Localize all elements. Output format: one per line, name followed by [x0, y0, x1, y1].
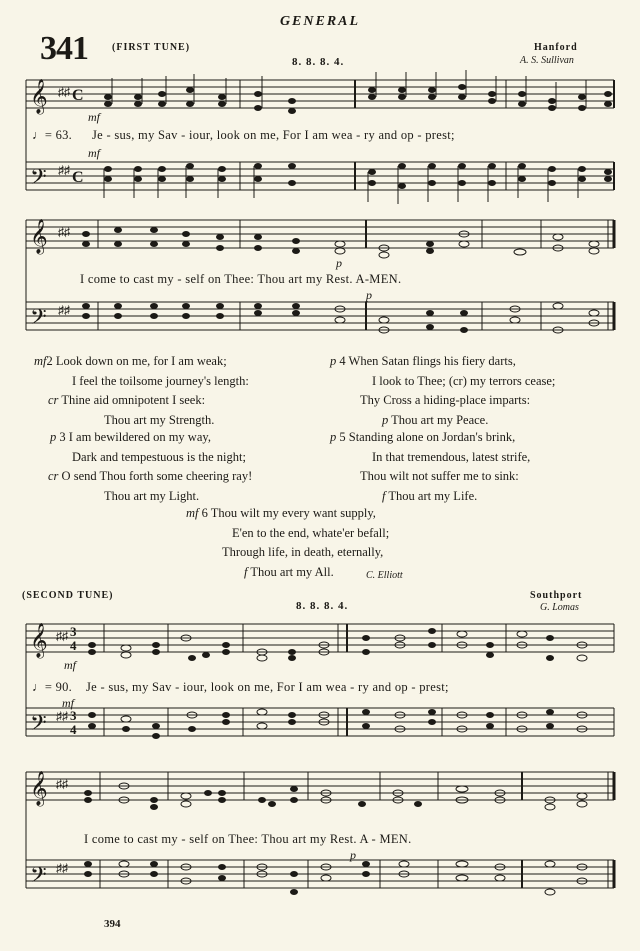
- lyric-line-1: Je - sus, my Sav - iour, look on me, For I am wea - ry and op - prest;: [92, 128, 455, 142]
- svg-text:3: 3: [70, 624, 77, 639]
- svg-text:♯♯: ♯♯: [58, 225, 70, 239]
- second-tune-meter: 8. 8. 8. 4.: [296, 600, 349, 612]
- first-tune-label: (FIRST TUNE): [112, 42, 191, 53]
- dynamic-p-bass: p: [366, 288, 372, 302]
- quarter-note-icon: ♩: [32, 680, 45, 694]
- svg-text:𝄢: 𝄢: [30, 711, 47, 741]
- dynamic-mf-bass-1: mf: [88, 146, 100, 160]
- verse-3: p 3 I am bewildered on my way, Dark and tempestuous is the night; cr O send Thou forth some cheering ray! Thou art my Light.: [48, 430, 253, 503]
- hymn-number: 341: [40, 30, 88, 67]
- svg-text:♯♯: ♯♯: [58, 303, 70, 317]
- svg-text:𝄢: 𝄢: [30, 863, 47, 893]
- svg-text:𝄞: 𝄞: [30, 623, 48, 658]
- svg-text:𝄞: 𝄞: [30, 79, 48, 114]
- lyric-line-2: I come to cast my - self on Thee: Thou art my Rest. A-MEN.: [80, 272, 402, 286]
- lyric-line-4: I come to cast my - self on Thee: Thou art my Rest. A - MEN.: [84, 832, 412, 846]
- verse-4: p 4 When Satan flings his fiery darts, I look to Thee; (cr) my terrors cease; Thy Cross a hiding-place imparts: p Thou art my Peace.: [330, 354, 556, 427]
- svg-text:4: 4: [70, 638, 77, 653]
- verse-2: mf2 Look down on me, for I am weak; I feel the toilsome journey's length: cr Thine aid omnipotent I seek: Thou art my Strength.: [34, 354, 249, 427]
- svg-text:𝄞: 𝄞: [30, 219, 48, 254]
- verse-6: mf 6 Thou wilt my every want supply, E'en to the end, whate'er befall; Through life, in death, eternally, f Thou art my All.: [186, 506, 390, 579]
- first-tune-name: Hanford: [534, 42, 578, 53]
- svg-text:♯♯: ♯♯: [56, 629, 68, 643]
- svg-text:♯♯: ♯♯: [56, 861, 68, 875]
- svg-text:𝄢: 𝄢: [30, 165, 47, 195]
- tempo-mark-1: ♩= 63.: [32, 128, 73, 142]
- svg-text:4: 4: [70, 722, 77, 737]
- svg-text:C: C: [72, 169, 84, 186]
- dynamic-mf-treble-2: mf: [64, 658, 76, 672]
- first-tune-composer: A. S. Sullivan: [520, 55, 574, 66]
- second-tune-composer: G. Lomas: [540, 602, 579, 613]
- dynamic-p-2: p: [350, 848, 356, 862]
- lyric-line-3: Je - sus, my Sav - iour, look on me, For I am wea - ry and op - prest;: [86, 680, 449, 694]
- tempo-mark-2: ♩= 90.: [32, 680, 73, 694]
- svg-text:♯♯: ♯♯: [56, 777, 68, 791]
- quarter-note-icon: ♩: [32, 128, 45, 142]
- svg-text:♯♯: ♯♯: [56, 709, 68, 723]
- second-tune-label: (SECOND TUNE): [22, 590, 114, 601]
- svg-text:𝄢: 𝄢: [30, 305, 47, 335]
- dynamic-mf-treble-1: mf: [88, 110, 100, 124]
- svg-text:♯♯: ♯♯: [58, 85, 70, 99]
- dynamic-p-lyric: p: [336, 256, 342, 270]
- section-title: GENERAL: [279, 14, 361, 29]
- hymn-author: C. Elliott: [366, 570, 403, 581]
- page-number: 394: [104, 918, 121, 930]
- verse-5: p 5 Standing alone on Jordan's brink, In that tremendous, latest strife, Thou wilt not suffer me to sink: f Thou art my Life.: [330, 430, 531, 503]
- svg-text:C: C: [72, 87, 84, 104]
- first-tune-meter: 8. 8. 8. 4.: [292, 56, 345, 68]
- dynamic-mf-bass-2: mf: [62, 696, 74, 710]
- svg-text:♯♯: ♯♯: [58, 163, 70, 177]
- svg-text:𝄞: 𝄞: [30, 771, 48, 806]
- second-tune-name: Southport: [530, 590, 583, 601]
- svg-text:3: 3: [70, 708, 77, 723]
